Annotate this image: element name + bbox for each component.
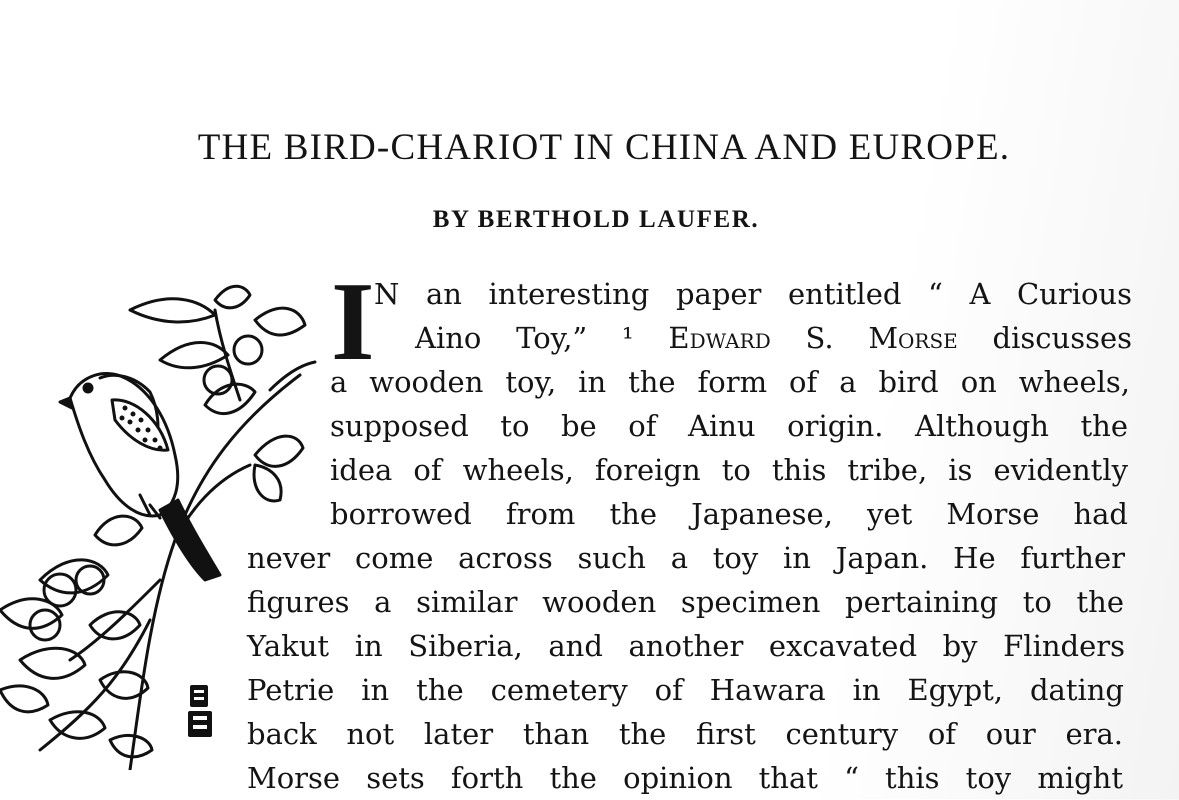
drop-cap: I <box>331 260 375 384</box>
body-line: Morse sets forth the opinion that “ this toy might <box>247 761 1123 795</box>
body-line: supposed to be of Ainu origin. Although the <box>330 409 1128 443</box>
author-reference: Edward S. Morse <box>668 321 958 355</box>
body-line <box>415 316 1132 360</box>
body-line-end: discusses <box>957 321 1133 355</box>
body-line: borrowed from the Japanese, yet Morse had <box>330 497 1128 531</box>
body-line: N an interesting paper entitled “ A Curious <box>374 277 1132 311</box>
body-line: a wooden toy, in the form of a bird on wheels, <box>330 365 1130 399</box>
body-line: idea of wheels, foreign to this tribe, is evidently <box>330 453 1128 487</box>
body-line-start: Aino Toy,” ¹ <box>415 321 669 355</box>
body-line: Petrie in the cemetery of Hawara in Egypt, dating <box>247 673 1124 707</box>
article-title: THE BIRD-CHARIOT IN CHINA AND EUROPE. <box>197 127 1011 168</box>
body-line: back not later than the first century of our era. <box>247 717 1123 751</box>
article-byline: BY BERTHOLD LAUFER. <box>432 206 760 233</box>
body-line: figures a similar wooden specimen pertaining to the <box>247 585 1124 619</box>
body-line: never come across such a toy in Japan. He further <box>247 541 1125 575</box>
body-line: Yakut in Siberia, and another excavated by Flinders <box>247 629 1125 663</box>
